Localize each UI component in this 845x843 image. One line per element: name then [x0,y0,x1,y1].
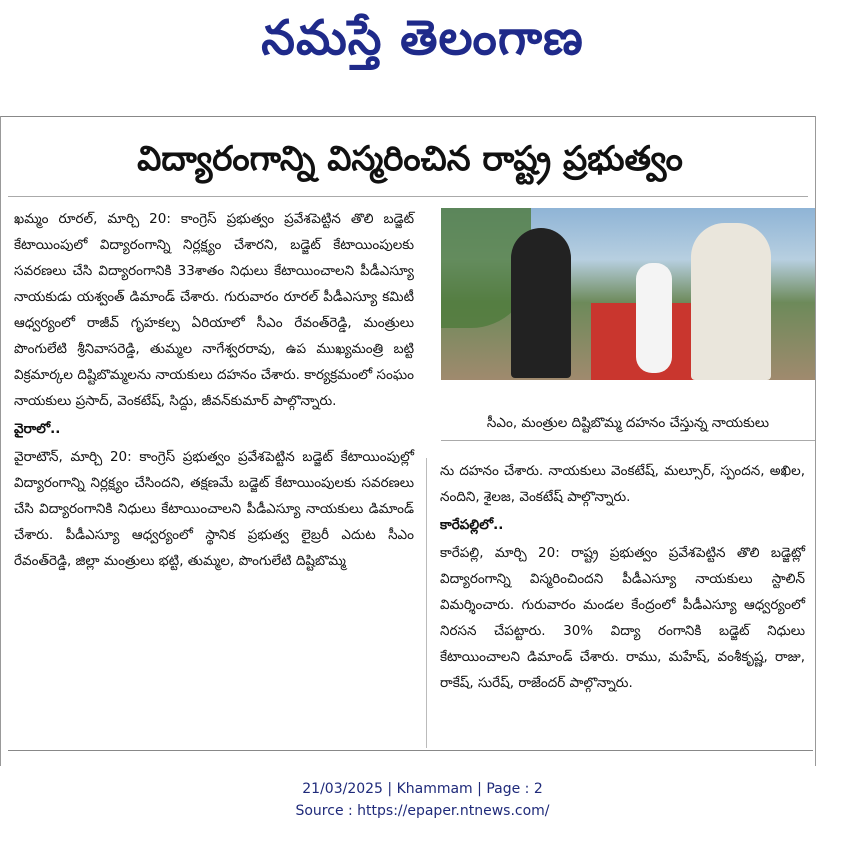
frame-right-rule [815,116,816,766]
column-separator [426,458,427,748]
photo-person-left [511,228,571,378]
news-photo [441,208,815,380]
photo-caption: సీఎం, మంత్రుల దిష్టిబొమ్మ దహనం చేస్తున్న నాయకులు [486,415,770,431]
masthead [0,6,845,78]
paragraph-khammam-rural: ఖమ్మం రూరల్, మార్చి 20: కాంగ్రెస్ ప్రభుత్వం ప్రవేశపెట్టిన తొలి బడ్జెట్ కేటాయింపులో విద్యారంగాన్ని నిర్లక్ష్యం చేశారని, బడ్జెట్ కేటాయింపులకు సవరణలు చేసి విద్యారంగానికి 33శాతం నిధులు కేటాయించాలని పీడీఎస్యూ నాయకుడు యశ్వంత్ డిమాండ్ చేశారు. గురువారం రూరల్ పీడీఎస్యూ కమిటీ ఆధ్వర్యంలో రాజీవ్ గృహకల్ప ఏరియాలో సీఎం రేవంత్‌రెడ్డి, మంత్రులు పొంగులేటి శ్రీనివాసరెడ్డి, తుమ్మల నాగేశ్వరరావు, ఉప ముఖ్యమంత్రి బట్టి విక్రమార్కల దిష్టిబొమ్మలను నాయకులు దహనం చేశారు. కార్యక్రమంలో సంఘం నాయకులు ప్రసాద్, వెంకటేష్, సిద్దు, జీవన్‌కుమార్ పాల్గొన్నారు. [14,211,414,409]
article-right-column [440,458,805,696]
paragraph-karepalli: కారేపల్లి, మార్చి 20: రాష్ట్ర ప్రభుత్వం ప్రవేశపెట్టిన తొలి బడ్జెట్లో విద్యారంగాన్ని విస్మరించిందని పీడీఎస్యూ నాయకులు స్టాలిన్ విమర్శించారు. గురువారం మండల కేంద్రంలో పీడీఎస్యూ ఆధ్వర్యంలో నిరసన చేపట్టారు. 30% విద్యా రంగానికి బడ్జెట్ నిధులు కేటాయించాలని డిమాండ్ చేశారు. రాము, మహేష్, వంశీకృష్ణ, రాజు, రాకేష్, సురేష్, రాజేందర్ పాల్గొన్నారు. [440,545,805,691]
newspaper-logo: నమస్తే తెలంగాణ [261,10,584,66]
footer-date-edition: 21/03/2025 | Khammam | Page : 2 [302,781,543,797]
footer-source: Source : https://epaper.ntnews.com/ [295,803,550,819]
photo-person-right [691,223,771,380]
article-headline: విద్యారంగాన్ని విస్మరించిన రాష్ట్ర ప్రభుత్వం [137,139,683,179]
paragraph-wyra: వైరాటౌన్, మార్చి 20: కాంగ్రెస్ ప్రభుత్వం ప్రవేశపెట్టిన బడ్జెట్ కేటాయింపుల్లో విద్యారంగాన్ని నిర్లక్ష్యం చేసిందని, తక్షణమే బడ్జెట్ కేటాయింపులకు సవరణలు చేసి విద్యారంగానికి నిధులు కేటాయించాలని పీడీఎస్యూ నాయకులు డిమాండ్ చేశారు. పీడీఎస్యూ ఆధ్వర్యంలో స్థానిక ప్రభుత్వ లైబ్రరీ ఎదుట సీఎం రేవంత్‌రెడ్డి, జిల్లా మంత్రులు భట్టి, తుమ్మల, పొంగులేటి దిష్టిబొమ్మ [14,449,414,569]
headline-divider [8,196,808,197]
photo-effigy [636,263,672,373]
article-left-column [14,206,414,574]
caption-divider [441,440,815,441]
frame-left-rule [0,116,1,766]
subheading-karepalli: కారేపల్లిలో.. [440,517,504,533]
paragraph-continued: ను దహనం చేశారు. నాయకులు వెంకటేష్, మల్సూర్, స్పందన, అఖిల, నందిని, శైలజ, వెంకటేష్ పాల్గొన్నారు. [440,463,805,505]
subheading-wyra: వైరాలో.. [14,421,61,437]
bottom-divider [8,750,813,751]
